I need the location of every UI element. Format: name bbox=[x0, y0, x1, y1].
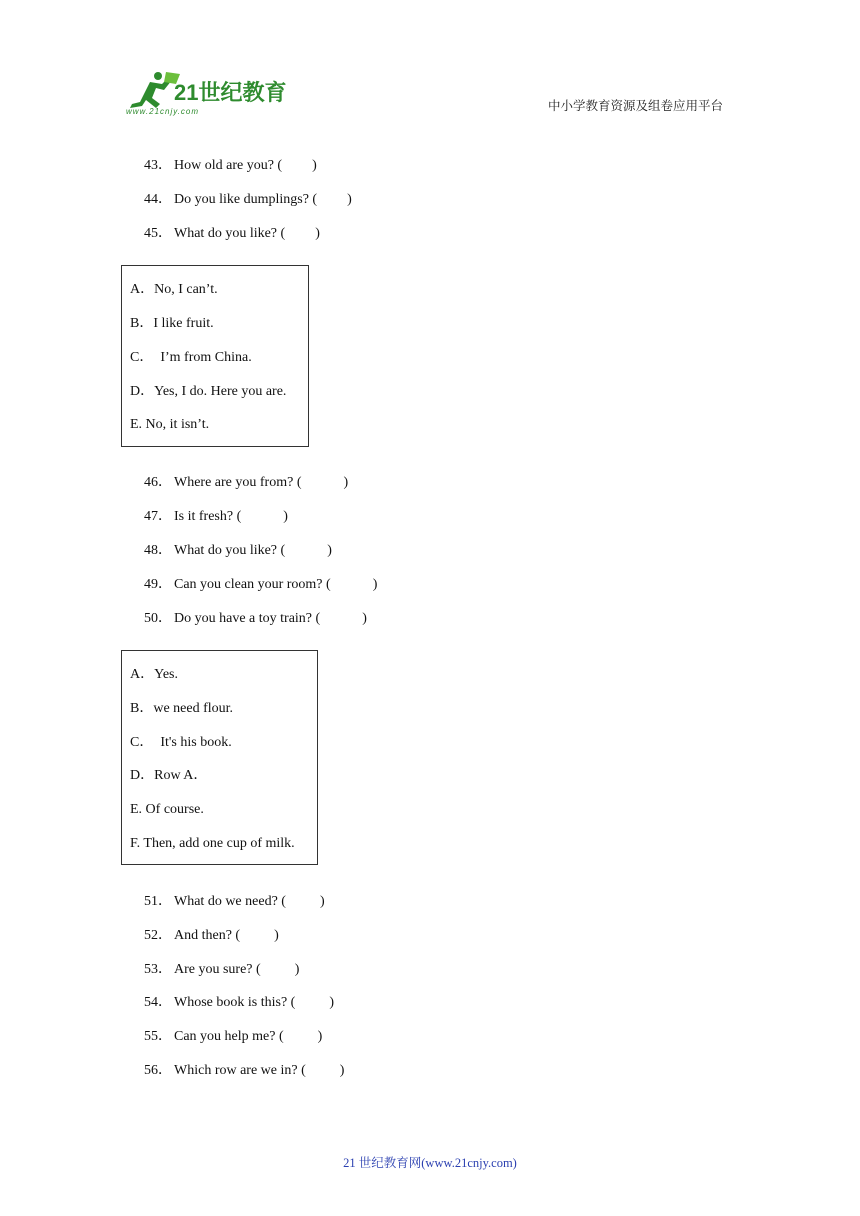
question-number: 50． bbox=[144, 611, 172, 626]
answer-blank-close: ) bbox=[343, 475, 349, 490]
answer-blank-close: ) bbox=[294, 962, 300, 977]
footer-site-link[interactable]: 21 世纪教育网(www.21cnjy.com) bbox=[343, 1156, 517, 1170]
question-45 bbox=[130, 207, 320, 261]
question-number: 48． bbox=[144, 543, 172, 558]
answer-blank-close: ) bbox=[339, 1063, 345, 1078]
question-number: 56． bbox=[144, 1063, 172, 1078]
option-e: E. No, it isn’t. bbox=[130, 417, 210, 432]
answer-blank-close: ) bbox=[315, 226, 320, 241]
option-a: A．No, I can’t. bbox=[130, 282, 218, 297]
question-text: Do you like dumplings? ( bbox=[174, 192, 318, 207]
question-text: Are you sure? ( bbox=[174, 962, 261, 977]
runner-logo-icon bbox=[130, 72, 180, 108]
question-text: Where are you from? ( bbox=[174, 475, 302, 490]
question-number: 53． bbox=[144, 962, 172, 977]
question-text: Can you clean your room? ( bbox=[174, 577, 331, 592]
site-logo bbox=[122, 70, 292, 116]
logo-wordmark: 21世纪教育 bbox=[174, 80, 287, 105]
option-f: F. Then, add one cup of milk. bbox=[130, 836, 295, 851]
option-b: B．I like fruit. bbox=[130, 316, 214, 331]
question-text: What do we need? ( bbox=[174, 894, 286, 909]
option-d: D．Row A． bbox=[130, 768, 208, 783]
question-text: Can you help me? ( bbox=[174, 1029, 284, 1044]
question-number: 47． bbox=[144, 509, 172, 524]
question-text: Do you have a toy train? ( bbox=[174, 611, 321, 626]
answer-blank-close: ) bbox=[372, 577, 378, 592]
answer-blank-close: ) bbox=[329, 995, 334, 1010]
answer-blank-close: ) bbox=[317, 1029, 323, 1044]
question-text: What do you like? ( bbox=[174, 543, 286, 558]
logo-url: www.21cnjy.com bbox=[126, 107, 199, 116]
answer-blank-close: ) bbox=[283, 509, 288, 524]
question-text: Whose book is this? ( bbox=[174, 995, 296, 1010]
answer-blank-close: ) bbox=[274, 928, 279, 943]
question-text: What do you like? ( bbox=[174, 226, 286, 241]
question-number: 52． bbox=[144, 928, 172, 943]
answer-blank-close: ) bbox=[362, 611, 367, 626]
options-box-1 bbox=[121, 265, 309, 447]
question-50 bbox=[130, 592, 367, 646]
header-platform-text: 中小学教育资源及组卷应用平台 bbox=[548, 99, 724, 113]
option-c: C． It's his book. bbox=[130, 735, 232, 750]
question-number: 45． bbox=[144, 226, 172, 241]
question-number: 46． bbox=[144, 475, 172, 490]
question-text: Which row are we in? ( bbox=[174, 1063, 306, 1078]
question-text: How old are you? ( bbox=[174, 158, 283, 173]
question-number: 43． bbox=[144, 158, 172, 173]
question-number: 49． bbox=[144, 577, 172, 592]
question-text: And then? ( bbox=[174, 928, 241, 943]
question-number: 54． bbox=[144, 995, 172, 1010]
option-e: E. Of course. bbox=[130, 802, 204, 817]
question-number: 51． bbox=[144, 894, 172, 909]
answer-blank-close: ) bbox=[347, 192, 352, 207]
answer-blank-close: ) bbox=[312, 158, 317, 173]
answer-blank-close: ) bbox=[319, 894, 325, 909]
question-56 bbox=[130, 1044, 344, 1098]
question-number: 44． bbox=[144, 192, 172, 207]
question-text: Is it fresh? ( bbox=[174, 509, 242, 524]
options-box-2 bbox=[121, 650, 318, 865]
option-d: D．Yes, I do. Here you are. bbox=[130, 384, 287, 399]
option-c: C． I’m from China. bbox=[130, 350, 252, 365]
answer-blank-close: ) bbox=[327, 543, 332, 558]
option-a: A．Yes. bbox=[130, 667, 178, 682]
option-b: B．we need flour. bbox=[130, 701, 234, 716]
question-number: 55． bbox=[144, 1029, 172, 1044]
